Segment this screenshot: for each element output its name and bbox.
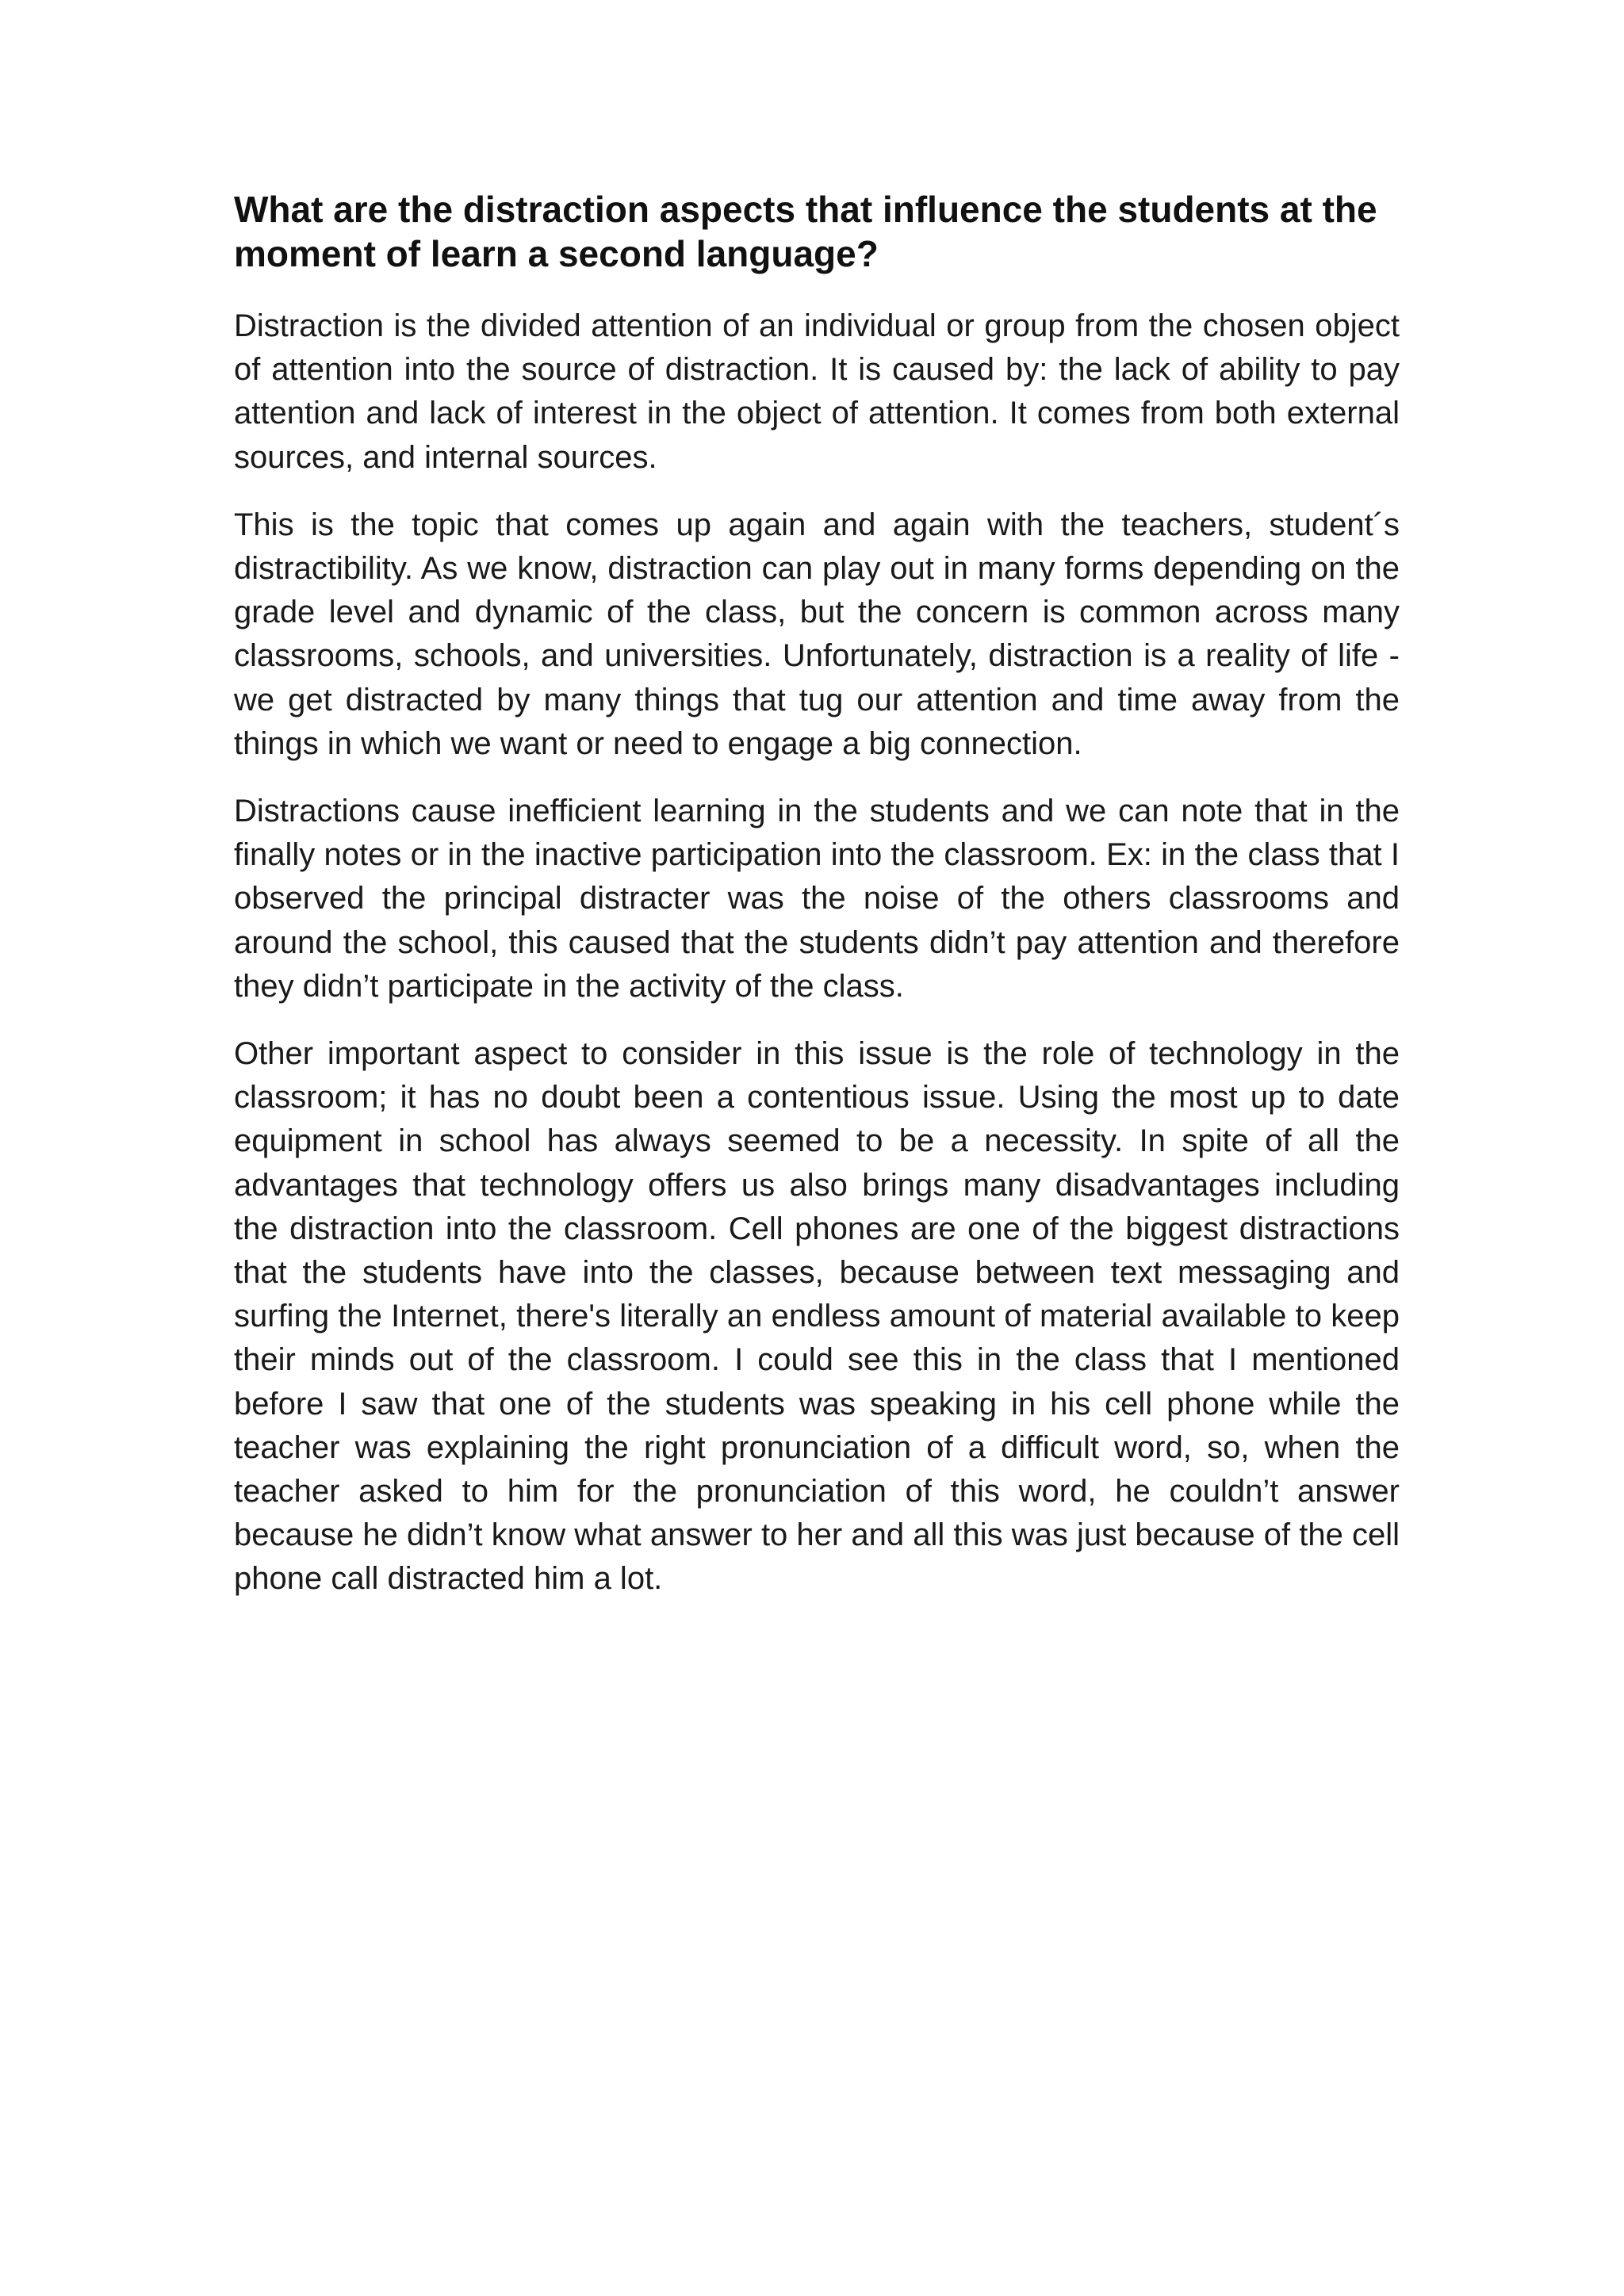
paragraph-distractibility: This is the topic that comes up again and again with the teachers, student´s distractibility. As we know, distraction can play out in many forms depending on the grade level and dynamic of the class, but the concern is common across many classrooms, schools, and universities. Unfortunately, distraction is a reality of life - we get distracted by many things that tug our attention and time away from the things in which we want or need to engage a big connection. — [234, 507, 1400, 761]
document-body — [234, 187, 1400, 1625]
paragraph-technology: Other important aspect to consider in this issue is the role of technology in the classroom; it has no doubt been a contentious issue. Using the most up to date equipment in school has always seemed to be a necessity. In spite of all the advantages that technology offers us also brings many disadvantages including the distraction into the classroom. Cell phones are one of the biggest distractions that the students have into the classes, because between text messaging and surfing the Internet, there's literally an endless amount of material available to keep their minds out of the classroom. I could see this in the class that I mentioned before I saw that one of the students was speaking in his cell phone while the teacher was explaining the right pronunciation of a difficult word, so, when the teacher asked to him for the pronunciation of this word, he couldn’t answer because he didn’t know what answer to her and all this was just because of the cell phone call distracted him a lot. — [234, 1036, 1400, 1597]
document-title: What are the distraction aspects that influence the students at the moment of learn a second language? — [234, 189, 1377, 274]
paragraph-inefficient-learning: Distractions cause inefficient learning in the students and we can note that in the finally notes or in the inactive participation into the classroom. Ex: in the class that I observed the principal distracter was the noise of the others classrooms and around the school, this caused that the students didn’t pay attention and therefore they didn’t participate in the activity of the class. — [234, 794, 1400, 1004]
paragraph-definition: Distraction is the divided attention of an individual or group from the chosen object of attention into the source of distraction. It is caused by: the lack of ability to pay attention and lack of interest in the object of attention. It comes from both external sources, and internal sources. — [234, 308, 1400, 475]
